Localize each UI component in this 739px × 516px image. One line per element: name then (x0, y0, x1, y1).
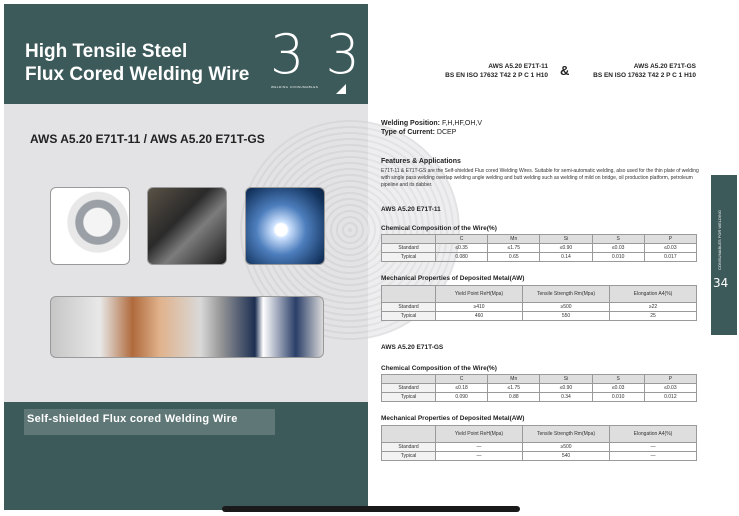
table-cell: Yield Point ReH(Mpa) (436, 286, 523, 303)
welding-position-label: Welding Position: (381, 120, 440, 127)
features-text: E71T-11 & E71T-GS are the Self-shielded Flux cored Welding Wires. Suitable for semi-automatic welding, also used for the thin plate of welding with single pass welding overlap welding angle welding and butt welding such as welding of mild on bridge, oil production platform, petroleum pipeline and its dabber. (381, 168, 699, 188)
brochure-title (25, 40, 249, 86)
table-cell: C (436, 375, 488, 384)
table-cell: 540 (523, 452, 610, 461)
table-cell: — (436, 443, 523, 452)
table-cell: 0.88 (488, 393, 540, 402)
table-cell: ≥500 (523, 303, 610, 312)
table-cell: ≤0.03 (592, 244, 644, 253)
table-row (382, 393, 697, 402)
product-heading: AWS A5.20 E71T-11 / AWS A5.20 E71T-GS (30, 132, 265, 146)
page-number: 3 3 (270, 23, 362, 86)
table-cell: ≥22 (610, 303, 697, 312)
chem-heading: Chemical Composition of the Wire(%) (381, 365, 497, 372)
table-cell: S (592, 235, 644, 244)
standard-left-line2: BS EN ISO 17632 T42 2 P C 1 H10 (445, 72, 548, 79)
welding-position-value: F,H,HF,OH,V (441, 120, 482, 127)
welding-machine-photo (147, 187, 227, 265)
title-line-2: Flux Cored Welding Wire (25, 64, 250, 85)
table-cell: P (644, 235, 696, 244)
welding-info (381, 119, 482, 137)
table-cell (382, 375, 436, 384)
table-cell: Standard (382, 443, 436, 452)
table-cell: 0.65 (488, 253, 540, 262)
ampersand: & (560, 63, 570, 78)
page-caption: WELDING CONSUMABLES (271, 85, 319, 89)
chem-heading: Chemical Composition of the Wire(%) (381, 225, 497, 232)
table-cell: 460 (436, 312, 523, 321)
table-cell: ≤0.03 (644, 384, 696, 393)
table-header-row (382, 235, 697, 244)
table-cell: Standard (382, 303, 436, 312)
table-cell: Mn (488, 235, 540, 244)
table-cell: Typical (382, 452, 436, 461)
table-cell: ≤0.90 (540, 384, 592, 393)
chemical-composition-table (381, 234, 697, 262)
table-header-row (382, 286, 697, 303)
table-cell: C (436, 235, 488, 244)
table-cell (382, 426, 436, 443)
table-cell: 0.34 (540, 393, 592, 402)
chemical-composition-table (381, 374, 697, 402)
mechanical-properties-table (381, 425, 697, 461)
section-title: AWS A5.20 E71T-11 (381, 206, 441, 213)
table-cell: Typical (382, 312, 436, 321)
table-cell: Elongation A4(%) (610, 426, 697, 443)
footer-label: Self-shielded Flux cored Welding Wire (27, 413, 238, 425)
table-cell: 0.080 (436, 253, 488, 262)
features-heading: Features & Applications (381, 158, 461, 165)
table-cell: ≤0.35 (436, 244, 488, 253)
table-row (382, 443, 697, 452)
table-cell: ≤1.75 (488, 244, 540, 253)
standard-right-line1: AWS A5.20 E71T-GS (633, 63, 696, 70)
table-row (382, 303, 697, 312)
welding-sparks-photo (245, 187, 325, 265)
table-cell: 0.010 (592, 253, 644, 262)
mech-heading: Mechanical Properties of Deposited Metal(AW) (381, 275, 525, 282)
mechanical-properties-table (381, 285, 697, 321)
side-tab-label: CONSUMABLES FOR WELDING (717, 209, 722, 270)
table-cell: Standard (382, 384, 436, 393)
table-cell: 0.14 (540, 253, 592, 262)
table-cell: 25 (610, 312, 697, 321)
standard-right-line2: BS EN ISO 17632 T42 2 P C 1 H10 (593, 72, 696, 79)
table-cell: S (592, 375, 644, 384)
standard-left-line1: AWS A5.20 E71T-11 (488, 63, 548, 70)
current-label: Type of Current: (381, 129, 435, 136)
table-cell: ≥500 (523, 443, 610, 452)
table-cell: Standard (382, 244, 436, 253)
table-cell: 0.090 (436, 393, 488, 402)
table-header-row (382, 426, 697, 443)
table-cell: Si (540, 235, 592, 244)
horizontal-scrollbar[interactable] (222, 506, 520, 512)
corner-triangle-icon (336, 84, 346, 94)
table-cell: P (644, 375, 696, 384)
table-cell (382, 235, 436, 244)
table-row (382, 253, 697, 262)
table-cell: ≤0.18 (436, 384, 488, 393)
standard-right (578, 62, 696, 80)
table-cell: — (436, 452, 523, 461)
table-cell: ≤0.90 (540, 244, 592, 253)
table-cell: Tensile Strength Rm(Mpa) (523, 426, 610, 443)
table-cell: — (610, 452, 697, 461)
table-cell: Si (540, 375, 592, 384)
side-page-number: 34 (713, 276, 729, 290)
current-value: DCEP (436, 129, 457, 136)
product-lineup-photo (50, 296, 324, 358)
table-header-row (382, 375, 697, 384)
table-row (382, 312, 697, 321)
table-cell: Typical (382, 253, 436, 262)
table-cell: 0.017 (644, 253, 696, 262)
table-cell: — (610, 443, 697, 452)
table-cell: 0.010 (592, 393, 644, 402)
table-row (382, 384, 697, 393)
table-row (382, 452, 697, 461)
table-cell: Yield Point ReH(Mpa) (436, 426, 523, 443)
table-cell: Tensile Strength Rm(Mpa) (523, 286, 610, 303)
table-cell: ≤1.75 (488, 384, 540, 393)
section-title: AWS A5.20 E71T-GS (381, 344, 444, 351)
wire-spool-photo (50, 187, 130, 265)
table-cell: ≥410 (436, 303, 523, 312)
standard-left (420, 62, 548, 80)
table-cell: ≤0.03 (644, 244, 696, 253)
table-cell: Typical (382, 393, 436, 402)
table-row (382, 244, 697, 253)
table-cell: 550 (523, 312, 610, 321)
table-cell: Mn (488, 375, 540, 384)
mech-heading: Mechanical Properties of Deposited Metal(AW) (381, 415, 525, 422)
table-cell (382, 286, 436, 303)
table-cell: Elongation A4(%) (610, 286, 697, 303)
title-line-1: High Tensile Steel (25, 41, 188, 62)
table-cell: ≤0.03 (592, 384, 644, 393)
table-cell: 0.012 (644, 393, 696, 402)
